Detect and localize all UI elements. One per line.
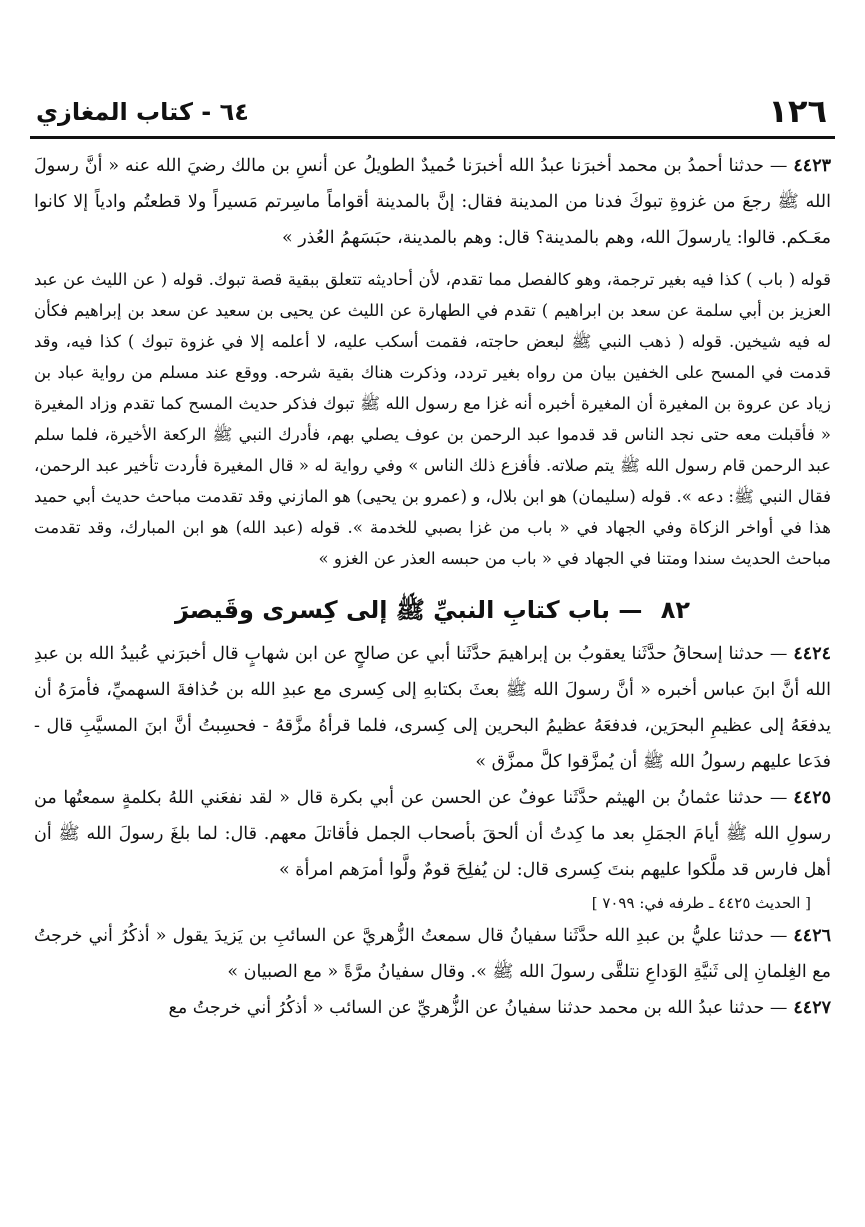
running-title: ٦٤ - كتاب المغازي xyxy=(36,98,249,126)
hadith-number: ٤٤٢٣ xyxy=(793,156,831,176)
chapter-number: ٨٢ xyxy=(660,596,691,624)
hadith-number: ٤٤٢٧ xyxy=(793,998,831,1018)
hadith-number: ٤٤٢٥ xyxy=(793,788,831,808)
hadith-4425 xyxy=(34,780,831,888)
page-number: ١٢٦ xyxy=(768,92,827,130)
chapter-heading xyxy=(34,592,831,628)
chapter-label: — باب xyxy=(567,596,643,624)
hadith-text: — حدثنا أحمدُ بن محمد أخبرَنا عبدُ الله أخبرَنا حُميدٌ الطويلُ عن أنسِ بن مالك رضيَ الله عنه « أنَّ رسولَ الله ﷺ رجعَ من غزوةِ تبوكَ فدنا من المدينة فقال: إنَّ بالمدينة أقواماً ماسِرتم مَسيراً ولا قطعتُم وادياً إلا كانوا معَـكم. قالوا: يارسولَ الله، وهم بالمدينة؟ قال: وهم بالمدينة، حبَسَهمُ العُذر » xyxy=(34,156,831,248)
hadith-number: ٤٤٢٤ xyxy=(793,644,831,664)
hadith-4423 xyxy=(34,148,831,256)
chapter-title: كتابِ النبيِّ ﷺ إلى كِسرى وقَيصرَ xyxy=(174,596,560,624)
page-header xyxy=(30,92,835,139)
hadith-text: — حدثنا عليُّ بن عبدِ الله حدَّثَنا سفيانُ قال سمعتُ الزُّهريَّ عن السائبِ بن يَزيدَ يقول « أذكُرُ أني خرجتُ مع الغِلمانِ إلى ثَنيَّةِ الوَداعِ نتلقَّى رسولَ الله ﷺ ». وقال سفيانُ مرَّةً « مع الصبيان » xyxy=(34,926,831,982)
commentary-paragraph: قوله ( باب ) كذا فيه بغير ترجمة، وهو كالفصل مما تقدم، لأن أحاديثه تتعلق ببقية قصة تبوك. قوله ( عن الليث عن عبد العزيز بن أبي سلمة عن سعد بن ابراهيم ) تقدم في الطهارة عن الليث عن يحيى بن سعيد عن سعد بن إبراهيم فكأن له فيه شيخين. قوله ( ذهب النبي ﷺ لبعض حاجته، فقمت أسكب عليه، لا أعلمه إلا في غزوة تبوك ) كذا فيه، وقد قدمت في المسح على الخفين بيان من رواه بغير تردد، وذكرت هناك بقية شرحه. ووقع عند مسلم من رواية عباد بن زياد عن عروة بن المغيرة أن المغيرة أخبره أنه غزا مع رسول الله ﷺ تبوك فذكر حديث المسح كما تقدم وزاد المغيرة « فأقبلت معه حتى نجد الناس قد قدموا عبد الرحمن بن عوف يصلي بهم، فأدرك النبي ﷺ الركعة الأخيرة، فلما سلم عبد الرحمن قام رسول الله ﷺ يتم صلاته. فأفزع ذلك الناس » وفي رواية له « قال المغيرة فأردت تأخير عبد الرحمن، فقال النبي ﷺ: دعه ». قوله (سليمان) هو ابن بلال، و (عمرو بن يحيى) هو المازني وقد تقدمت مباحث حديث أبي حميد هذا في أواخر الزكاة وفي الجهاد في « باب من غزا بصبي للخدمة ». قوله (عبد الله) هو ابن المبارك، وقد تقدمت مباحث الحديث سندا ومتنا في الجهاد في « باب من حبسه العذر عن الغزو » xyxy=(34,270,831,568)
hadith-text: — حدثنا عبدُ الله بن محمد حدثنا سفيانُ عن الزُّهريِّ عن السائب « أذكُرُ أني خرجتُ مع xyxy=(168,998,788,1018)
hadith-4426 xyxy=(34,918,831,990)
page-body xyxy=(34,148,831,1026)
cross-reference: [ الحديث ٤٤٢٥ ـ طرفه في: ٧٠٩٩ ] xyxy=(591,894,811,912)
hadith-number: ٤٤٢٦ xyxy=(793,926,831,946)
hadith-text: — حدثنا عثمانُ بن الهيثم حدَّثَنا عوفٌ عن الحسن عن أبي بكرة قال « لقد نفعَني اللهُ بكلمةٍ سمعتُها من رسولِ الله ﷺ أيامَ الجمَلِ بعد ما كِدتُ أن ألحقَ بأصحاب الجمل فأقاتلَ معهم. قال: لما بلغَ رسولَ الله ﷺ أن أهل فارس قد ملَّكوا عليهم بنتَ كِسرى قال: لن يُفلِحَ قومٌ ولَّوا أمرَهم امرأة » xyxy=(34,788,831,880)
hadith-text: — حدثنا إسحاقُ حدَّثَنا يعقوبُ بن إبراهيمَ حدَّثَنا أبي عن صالحٍ عن ابن شهابٍ قال أخبرَني عُبيدُ الله بن عبدِ الله أنَّ ابنَ عباس أخبره « أنَّ رسولَ الله ﷺ بعثَ بكتابهِ إلى كِسرى مع عبدِ الله بن حُذافةَ السهميِّ، فأمرَهُ أن يدفعَهُ إلى عظيمِ البحرَين، فدفعَهُ عظيمُ البحرين إلى كِسرى، فلما قرأهُ مزَّقهُ - فحسِبتُ أنَّ ابنَ المسيَّبِ قال - فدَعا عليهم رسولُ الله ﷺ أن يُمزَّقوا كلَّ ممزَّق » xyxy=(34,644,831,772)
hadith-4427 xyxy=(34,990,831,1026)
hadith-4424 xyxy=(34,636,831,780)
